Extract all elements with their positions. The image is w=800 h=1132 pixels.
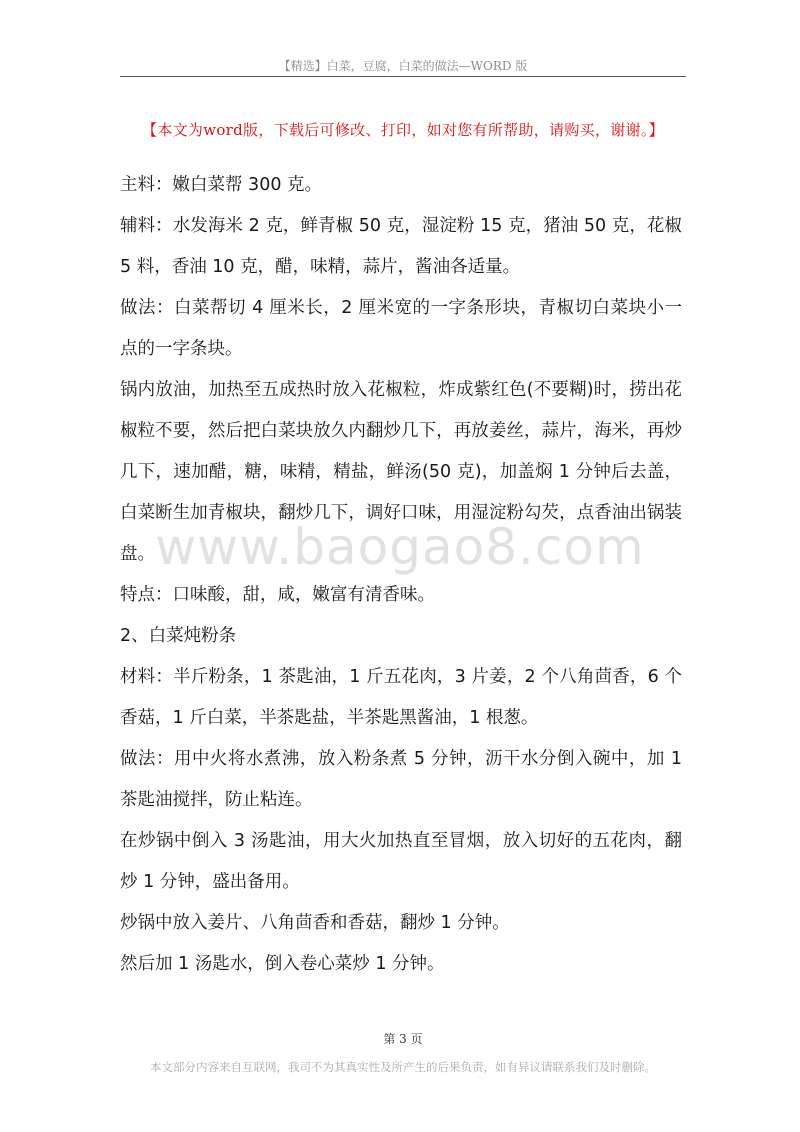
paragraph-materials: 材料：半斤粉条，1 茶匙油，1 斤五花肉，3 片姜，2 个八角茴香，6 个香菇，1 斤白菜，半茶匙盐，半茶匙黑酱油，1 根葱。 (120, 667, 682, 728)
section-heading-recipe-2: 2、白菜炖粉条 (120, 626, 237, 646)
paragraph-step-spices: 炒锅中放入姜片、八角茴香和香菇，翻炒 1 分钟。 (120, 913, 510, 933)
paragraph-features: 特点：口味酸，甜，咸，嫩富有清香味。 (120, 585, 435, 605)
paragraph-main-ingredient: 主料：嫩白菜帮 300 克。 (120, 175, 323, 195)
paragraph-step-pork: 在炒锅中倒入 3 汤匙油，用大火加热直至冒烟，放入切好的五花肉，翻炒 1 分钟，盛出备用。 (120, 831, 682, 892)
watermark: www.baogao8.com (155, 518, 645, 576)
paragraph-auxiliary-ingredients: 辅料：水发海米 2 克，鲜青椒 50 克，湿淀粉 15 克，猪油 50 克，花椒 5 料，香油 10 克，醋，味精，蒜片，酱油各适量。 (120, 216, 682, 277)
paragraph-method: 做法：用中火将水煮沸，放入粉条煮 5 分钟，沥干水分倒入碗中，加 1 茶匙油搅拌，防止粘连。 (120, 749, 682, 810)
footer-disclaimer: 本文部分内容来自互联网，我司不为其真实性及所产生的后果负责，如有异议请联系我们及时删除。 (150, 1060, 656, 1074)
purchase-notice: 【本文为word版，下载后可修改、打印，如对您有所帮助，请购买，谢谢。】 (142, 121, 664, 139)
paragraph-step-cabbage: 然后加 1 汤匙水，倒入卷心菜炒 1 分钟。 (120, 954, 445, 974)
page-header: 【精选】白菜，豆腐，白菜的做法—WORD 版 (278, 59, 528, 73)
header-divider (120, 76, 686, 77)
paragraph-preparation: 做法：白菜帮切 4 厘米长，2 厘米宽的一字条形块，青椒切白菜块小一点的一字条块。 (120, 298, 682, 359)
page-number: 第 3 页 (383, 1032, 423, 1046)
document-body (120, 165, 682, 985)
paragraph-cooking-steps: 锅内放油，加热至五成热时放入花椒粒，炸成紫红色(不要糊)时，捞出花椒粒不要，然后把白菜块放久内翻炒几下，再放姜丝，蒜片，海米，再炒几下，速加醋，糖，味精，精盐，鲜汤(50 克)，加盖焖 1 分钟后去盖，白菜断生加青椒块，翻炒几下，调好口味，用湿淀粉勾芡，点香油出锅装盘。 (120, 380, 682, 564)
